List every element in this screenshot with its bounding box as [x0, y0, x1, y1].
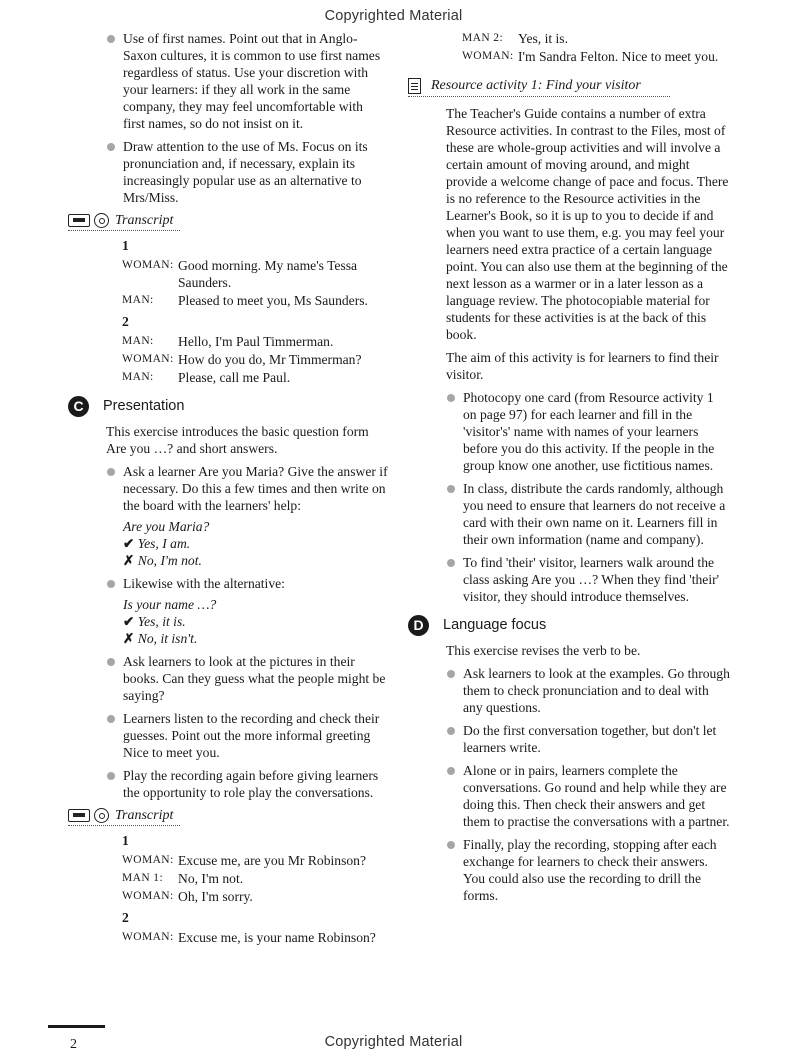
section-c-heading	[68, 396, 388, 417]
list-item: Photocopy one card (from Resource activity 1 on page 97) for each learner and fill in the 'visitor's' name with names of your learners before you do this activity. If the people in the group know one another, use fictitious names.	[446, 389, 730, 474]
cd-icon[interactable]	[94, 808, 109, 823]
section-title: Language focus	[443, 617, 547, 633]
dialogue-line: WOMAN: How do you do, Mr Timmerman?	[122, 352, 362, 367]
list-item: Do the first conversation together, but don't let learners write.	[446, 722, 730, 756]
paragraph: The Teacher's Guide contains a number of extra Resource activities. In contrast to the Files, most of these are whole-group activities and will involve a certain amount of moving around, and might provide a welcome change of pace and focus. There is no reference to the Resource activities in the Learner's Book, so it is up to you to decide if and when you want to use them, e.g. you may feel your learners need extra practice of a certain language point. You can also use them at the beginning of the next lesson as a warmer or in a later lesson as a language review. The photocopiable material for students for these activities is at the back of this book.	[446, 106, 729, 342]
section-d-bullets	[446, 665, 730, 904]
intro-bullets	[106, 30, 388, 206]
list-item: Draw attention to the use of Ms. Focus on its pronunciation and, if necessary, explain its increasingly popular use as an alternative to Mrs/Miss.	[106, 138, 388, 206]
dialogue-line: WOMAN: Excuse me, are you Mr Robinson?	[122, 853, 367, 868]
transcript-heading	[68, 212, 180, 231]
cassette-icon[interactable]	[68, 809, 90, 822]
dialogue-line: MAN 2: Yes, it is.	[462, 31, 568, 46]
list-item: Use of first names. Point out that in Anglo-Saxon cultures, it is common to use first names regardless of status. Use your discretion with your learners: if they all work in the same company, they may feel uncomfortable with first names, so do not insist on it.	[106, 30, 388, 132]
dialogue-line: MAN: Please, call me Paul.	[122, 370, 291, 385]
right-column	[408, 30, 730, 910]
section-letter-badge: D	[408, 615, 429, 636]
list-item: Ask learners to look at the examples. Go through them to check pronunciation and to deal with any questions.	[446, 665, 730, 716]
list-item: Learners listen to the recording and check their guesses. Point out the more informal greeting Nice to meet you.	[106, 710, 388, 761]
header-copyright: Copyrighted Material	[324, 8, 463, 24]
resource-heading	[408, 77, 670, 97]
list-item: To find 'their' visitor, learners walk around the class asking Are you …? When they find 'their' visitor, they should introduce themselves.	[446, 554, 730, 605]
left-column	[68, 30, 388, 947]
dialogue-line: MAN: Hello, I'm Paul Timmerman.	[122, 334, 334, 349]
list-item: In class, distribute the cards randomly, although you need to ensure that learners do not receive a card with their own name on it. Learners fill in their own information (name and company).	[446, 480, 730, 548]
list-item: Likewise with the alternative: Is your name …? ✔ Yes, it is. ✗ No, it isn't.	[106, 575, 388, 647]
resource-title: Resource activity 1: Find your visitor	[431, 78, 641, 93]
dialogue-line: WOMAN: Excuse me, is your name Robinson?	[122, 930, 376, 945]
dialogue-line: WOMAN: Good morning. My name's Tessa Saunders.	[122, 258, 358, 290]
exchange-number: 1	[122, 238, 129, 253]
cd-icon[interactable]	[94, 213, 109, 228]
section-letter-badge: C	[68, 396, 89, 417]
exchange-number: 2	[122, 314, 129, 329]
section-d-body	[446, 642, 730, 904]
example-block: Is your name …? ✔ Yes, it is. ✗ No, it isn't.	[123, 597, 217, 646]
transcript-heading	[68, 807, 180, 826]
resource-bullets	[446, 389, 730, 605]
transcript-title: Transcript	[115, 808, 174, 823]
section-c-body	[106, 423, 388, 801]
section-c-bullets	[106, 463, 388, 801]
dialogue-line: MAN: Pleased to meet you, Ms Saunders.	[122, 293, 368, 308]
section-intro: This exercise revises the verb to be.	[446, 643, 641, 658]
dialogue-line: MAN 1: No, I'm not.	[122, 871, 244, 886]
list-item: Finally, play the recording, stopping after each exchange for learners to check their answers. You could also use the recording to drill the forms.	[446, 836, 730, 904]
list-item: Ask a learner Are you Maria? Give the answer if necessary. Do this a few times and then write on the board with the learners' help: Are you Maria? ✔ Yes, I am. ✗ No, I'm not.	[106, 463, 388, 569]
section-title: Presentation	[103, 398, 185, 414]
example-block: Are you Maria? ✔ Yes, I am. ✗ No, I'm not.	[123, 519, 210, 568]
dialogue-line: WOMAN: I'm Sandra Felton. Nice to meet you.	[462, 49, 719, 64]
page-number: 2	[70, 1037, 77, 1052]
list-item: Alone or in pairs, learners complete the conversations. Go round and help while they are doing this. Then check their answers and get them to practise the conversations with a partner.	[446, 762, 730, 830]
transcript-title: Transcript	[115, 213, 174, 228]
transcript-continuation	[462, 30, 730, 65]
list-item: Ask learners to look at the pictures in their books. Can they guess what the people might be saying?	[106, 653, 388, 704]
transcript-1	[122, 237, 388, 386]
section-intro: This exercise introduces the basic question form Are you …? and short answers.	[106, 424, 369, 456]
resource-body	[446, 105, 730, 605]
exchange-number: 2	[122, 910, 129, 925]
document-icon	[408, 78, 421, 94]
cassette-icon[interactable]	[68, 214, 90, 227]
list-item: Play the recording again before giving learners the opportunity to role play the conversations.	[106, 767, 388, 801]
paragraph: The aim of this activity is for learners to find their visitor.	[446, 350, 719, 382]
transcript-2	[122, 832, 388, 946]
exchange-number: 1	[122, 833, 129, 848]
footer-rule	[48, 1025, 105, 1028]
section-d-heading	[408, 615, 730, 636]
dialogue-line: WOMAN: Oh, I'm sorry.	[122, 889, 253, 904]
footer-copyright: Copyrighted Material	[324, 1034, 463, 1050]
